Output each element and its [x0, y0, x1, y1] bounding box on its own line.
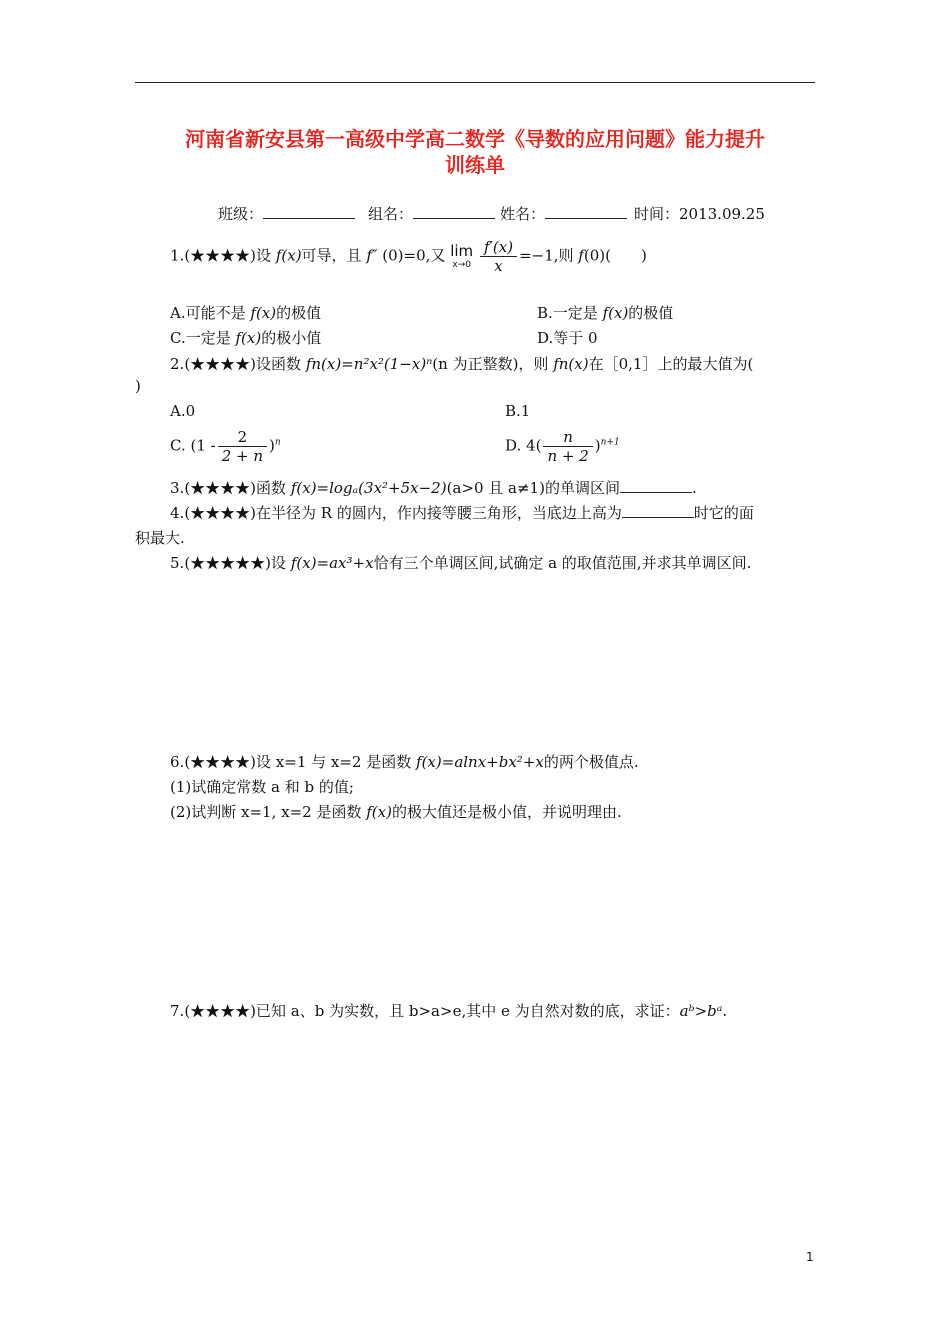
q2-opt-d-fraction	[543, 428, 592, 465]
group-blank[interactable]	[413, 204, 495, 219]
q1-option-c[interactable]	[170, 327, 321, 348]
q1-opt-a-label: A.可能不是	[170, 304, 246, 322]
q6-sub-1: (1)试确定常数 a 和 b 的值;	[170, 778, 354, 796]
q1-text-c: (0)=0,又	[382, 246, 446, 265]
q5-text-a: 设	[271, 554, 287, 572]
q1-fraction	[480, 238, 517, 275]
q1-fx: f(x)	[275, 246, 302, 265]
class-blank[interactable]	[263, 204, 355, 219]
q5-stars: (★★★★★)	[184, 554, 272, 572]
q5-answer-area[interactable]	[135, 580, 815, 740]
name-label: 姓名：	[500, 205, 546, 223]
question-2	[170, 353, 753, 374]
q1-lim-sub: x→0	[452, 259, 471, 270]
q6-number: 6.	[170, 753, 185, 771]
time-label: 时间：2013.09.25	[634, 205, 765, 223]
q5-number: 5.	[170, 554, 185, 572]
q6-answer-area[interactable]	[135, 830, 815, 990]
q3-text-b: (a>0 且 a≠1)的单调区间	[446, 479, 620, 497]
q2-opt-d-den: n + 2	[547, 447, 589, 465]
question-5	[170, 552, 751, 573]
q3-stars: (★★★★)	[184, 479, 257, 497]
q4-text-c: 积最大.	[135, 529, 185, 547]
q1-number: 1.	[170, 246, 185, 265]
class-field	[218, 203, 355, 224]
q1-stars: (★★★★)	[184, 246, 257, 265]
q4-stars: (★★★★)	[184, 504, 257, 522]
q2-fn-def: =n²x²(1−x)ⁿ	[341, 355, 433, 373]
q7-stars: (★★★★)	[184, 1002, 257, 1020]
name-blank[interactable]	[545, 204, 627, 219]
q7-text-a: 已知 a、b 为实数，且 b>a>e,其中 e 为自然对数的底，求证：	[256, 1002, 680, 1020]
page-number: 1	[806, 1250, 814, 1264]
q6-sub-2-fx: f(x)	[366, 803, 392, 821]
q2-number: 2.	[170, 355, 185, 373]
q6-stars: (★★★★)	[184, 753, 257, 771]
q1-lim-word: lim	[450, 241, 474, 260]
q2-opt-c-num: 2	[218, 428, 267, 447]
q1-text-b: 可导，且	[301, 246, 362, 265]
q6-sub-2	[170, 801, 622, 822]
q2-opt-c-den: 2 + n	[221, 447, 264, 465]
q2-stars: (★★★★)	[184, 355, 257, 373]
q3-text-a: 函数	[256, 479, 287, 497]
header-rule	[135, 82, 815, 83]
name-field	[500, 203, 627, 224]
q1-opt-c-fx: f(x)	[235, 329, 262, 347]
q1-limit	[450, 243, 473, 271]
q2-opt-d-post: )	[594, 436, 601, 455]
q1-opt-b-fx: f(x)	[602, 304, 629, 322]
q4-text-b: 时它的面	[693, 504, 754, 522]
q2-opt-d-exp: n+1	[600, 437, 620, 448]
q3-fx: f(x)	[290, 479, 317, 497]
q2-text-d: )	[135, 377, 141, 395]
q2-fn-2: fn(x)	[553, 355, 589, 373]
q4-answer-blank[interactable]	[622, 503, 694, 518]
class-label: 班级：	[218, 205, 264, 223]
q2-opt-c-exp: n	[274, 437, 281, 448]
q3-text-c: .	[691, 479, 697, 497]
q1-fprime: f″	[366, 246, 378, 265]
q6-sub-2-text: (2)试判断 x=1, x=2 是函数	[170, 803, 362, 821]
q1-frac-den: x	[494, 257, 503, 275]
q1-option-d[interactable]: D.等于 0	[537, 329, 598, 347]
q2-opt-d-pre: D. 4(	[505, 436, 542, 455]
q6-sub-2-tail: 的极大值还是极小值，并说明理由.	[391, 803, 622, 821]
question-1	[170, 238, 647, 275]
q2-text-b: (n 为正整数)，则	[432, 355, 549, 373]
q7-inequality: aᵇ>bᵃ	[679, 1002, 723, 1020]
q2-opt-d-num: n	[543, 428, 592, 447]
page-title-line1: 河南省新安县第一高级中学高二数学《导数的应用问题》能力提升	[185, 127, 765, 151]
question-7	[170, 1000, 727, 1021]
q2-option-b[interactable]: B.1	[505, 402, 531, 420]
q3-number: 3.	[170, 479, 185, 497]
question-6	[170, 751, 639, 772]
q7-text-b: .	[722, 1002, 728, 1020]
group-field	[368, 203, 495, 224]
q2-option-d[interactable]	[505, 428, 620, 465]
q1-text-e: (0)( )	[583, 246, 647, 265]
q2-text-c: 在［0,1］上的最大值为(	[588, 355, 754, 373]
q5-fx: f(x)	[290, 554, 317, 572]
q1-text-a: 设	[256, 246, 272, 265]
q7-number: 7.	[170, 1002, 185, 1020]
q1-opt-b-tail: 的极值	[628, 304, 674, 322]
q6-text-b: 的两个极值点.	[543, 753, 639, 771]
question-4	[170, 502, 754, 523]
q7-answer-area[interactable]	[135, 1030, 815, 1230]
q3-log-expr: =logₐ(3x²+5x−2)	[316, 479, 447, 497]
page-title-line2: 训练单	[445, 153, 505, 177]
q6-func: =alnx+bx²+x	[441, 753, 544, 771]
question-3	[170, 477, 697, 498]
q1-frac-num: f′(x)	[480, 238, 517, 257]
q1-opt-b-label: B.一定是	[537, 304, 598, 322]
q1-option-a[interactable]	[170, 302, 321, 323]
q1-f: f	[578, 246, 584, 265]
q5-text-b: 恰有三个单调区间,试确定 a 的取值范围,并求其单调区间.	[373, 554, 752, 572]
q1-text-d: =−1,则	[519, 246, 574, 265]
q6-fx: f(x)	[416, 753, 442, 771]
q6-text-a: 设 x=1 与 x=2 是函数	[256, 753, 412, 771]
q3-answer-blank[interactable]	[620, 478, 692, 493]
q2-opt-c-fraction	[218, 428, 267, 465]
q2-text-a: 设函数	[256, 355, 302, 373]
q1-opt-a-fx: f(x)	[250, 304, 277, 322]
q1-opt-c-label: C.一定是	[170, 329, 231, 347]
q1-opt-a-tail: 的极值	[276, 304, 322, 322]
q2-opt-c-pre: C. (1 -	[170, 436, 216, 455]
q2-option-a[interactable]: A.0	[170, 402, 196, 420]
group-label: 组名：	[368, 205, 414, 223]
q2-opt-c-post: )	[269, 436, 275, 455]
q2-fn: fn(x)	[305, 355, 342, 373]
q5-cubic: =ax³+x	[316, 554, 374, 572]
q4-text-a: 在半径为 R 的圆内，作内接等腰三角形，当底边上高为	[256, 504, 622, 522]
q1-option-b[interactable]	[537, 302, 673, 323]
q4-number: 4.	[170, 504, 185, 522]
q1-opt-c-tail: 的极小值	[261, 329, 322, 347]
q2-option-c[interactable]	[170, 428, 281, 465]
